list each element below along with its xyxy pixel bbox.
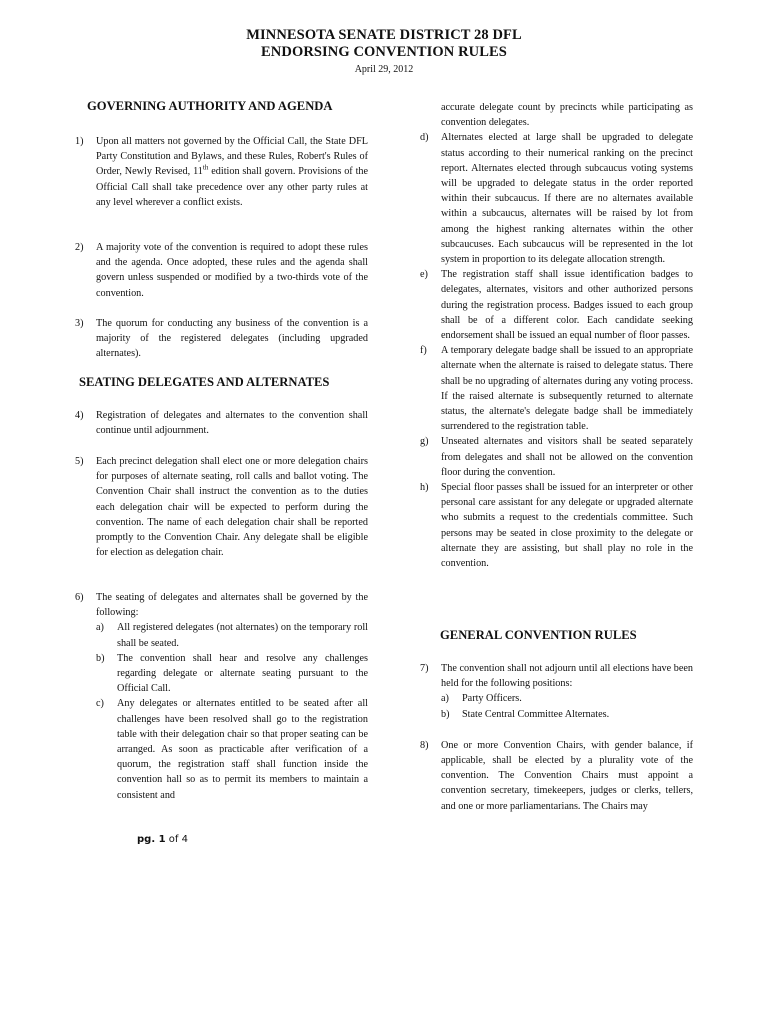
rule-6-item-c: c) Any delegates or alternates entitled to be seated after all challenges have been resolved shall go to the registration table with their delegation chair so that proper seating can be arranged. As soon as practicable after verification of a quorum, the registration staff shall function inside the convention hall so as to permit its members to maintain a consistent and — [96, 698, 368, 801]
rule-number: 4) — [75, 410, 84, 421]
rule-6-item-b: b) The convention shall hear and resolve any challenges regarding delegate or alternate seating pursuant to the Official Call. — [96, 652, 368, 695]
rule-text: Each precinct delegation shall elect one or more delegation chairs for purposes of alternate seating, roll calls and ballot voting. The Convention Chair shall instruct the convention as to the duties each delegation chair will be expected to perform during the convention. The name of each delegation chair shall be reported promptly to the Convention Chair. Any delegate shall be eligible for election as delegation chair. — [96, 456, 368, 559]
page-number-label: pg. 1 — [137, 834, 166, 845]
section-heading-governing: GOVERNING AUTHORITY AND AGENDA — [87, 99, 333, 113]
rule-number: 7) — [420, 663, 429, 674]
rule-7 — [420, 661, 693, 722]
rule-text: A majority vote of the convention is required to adopt these rules and the agenda. Once adopted, these rules and the agenda shall govern unless suspended or modified by a two-thirds vote of the convention. — [96, 242, 368, 299]
rule-number: 2) — [75, 242, 84, 253]
rule-6 — [75, 590, 368, 803]
rule-6-item-d: d) Alternates elected at large shall be upgraded to delegate status according to their numerical ranking on the precinct report. Alternates elected through subcaucus voting systems will be upgraded to delegate status in the order reported within their subcaucus. If there are no alternates available within a subcaucus, alternates will be raised by lot from among the highest ranking alternates within the other subcaucuses. Each subcaucus will be represented in the lot system in proportion to its delegate allocation strength. — [420, 132, 693, 266]
rule-text: One or more Convention Chairs, with gender balance, if applicable, shall be elected by a plurality vote of the convention. The Convention Chairs must appoint a convention secretary, timekeepers, judges or clerks, tellers, and one or more parliamentarians. The Chairs may — [441, 739, 693, 812]
rule-6-item-f: f) A temporary delegate badge shall be issued to an appropriate alternate when the alternate is raised to delegate status. There shall be no upgrading of alternates during any voting process. If the raised alternate is subsequently returned to alternate status, the alternate's delegate badge shall be immediately surrendered to the registration table. — [420, 345, 693, 433]
rule-8 — [420, 738, 693, 814]
document-date: April 29, 2012 — [354, 64, 414, 75]
rule-2 — [75, 240, 368, 301]
rule-6-item-a: a) All registered delegates (not alternates) on the temporary roll shall be seated. — [96, 622, 368, 649]
rule-text: The quorum for conducting any business of the convention is a majority of the registered delegates (including upgraded alternates). — [96, 318, 368, 360]
rule-number: 1) — [75, 136, 84, 147]
rule-7-item-b: b) State Central Committee Alternates. — [441, 708, 610, 720]
section-heading-general: GENERAL CONVENTION RULES — [440, 628, 637, 642]
rule-4 — [75, 408, 368, 438]
rule-3 — [75, 316, 368, 362]
rule-text: Upon all matters not governed by the Official Call, the State DFL Party Constitution and Bylaws, and these Rules, Robert's Rules of Order, Newly Revised, 11th edition shall govern. Provisions of the Official Call shall take precedence over any other party rules at any level wherever a conflict exists. — [96, 136, 369, 208]
rule-6-item-c-continued: accurate delegate count by precincts while participating as convention delegates. — [441, 102, 693, 129]
rule-6-item-e: e) The registration staff shall issue identification badges to delegates, alternates, visitors and other authorized persons during the registration process. Badges issued to each group shall be of a different color. Each candidate seeking endorsement shall be issued an equal number of floor passes. — [420, 269, 693, 342]
rule-number: 8) — [420, 739, 429, 751]
rule-text: Registration of delegates and alternates to the convention shall continue until adjournment. — [96, 410, 368, 437]
right-column-continued-rules — [420, 100, 693, 571]
title-line-2: ENDORSING CONVENTION RULES — [261, 44, 507, 60]
rule-text: The convention shall not adjourn until all elections have been held for the following positions: — [441, 663, 693, 690]
rule-number: 6) — [75, 592, 84, 603]
document-title — [0, 27, 768, 61]
page-footer — [137, 834, 188, 845]
rule-7-item-a: a) Party Officers. — [441, 693, 522, 705]
rule-5 — [75, 454, 368, 560]
title-line-1: MINNESOTA SENATE DISTRICT 28 DFL — [246, 27, 522, 43]
rule-6-item-h: h) Special floor passes shall be issued for an interpreter or other personal care assistant for any delegate or upgraded alternate who submits a request to the credentials committee. Such persons may be seated in close proximity to the delegate or alternate they are assisting, but shall play no role in the convention. — [420, 482, 693, 570]
rule-1 — [75, 134, 368, 210]
rule-number: 3) — [75, 318, 84, 329]
rule-text: The seating of delegates and alternates shall be governed by the following: — [96, 592, 368, 619]
page-total-label: of 4 — [168, 834, 188, 845]
rule-number: 5) — [75, 456, 84, 467]
rule-6-item-g: g) Unseated alternates and visitors shall be seated separately from delegates and shall not be allowed on the convention floor during the convention. — [420, 436, 693, 478]
section-heading-seating: SEATING DELEGATES AND ALTERNATES — [79, 375, 330, 389]
general-rules — [420, 661, 693, 814]
